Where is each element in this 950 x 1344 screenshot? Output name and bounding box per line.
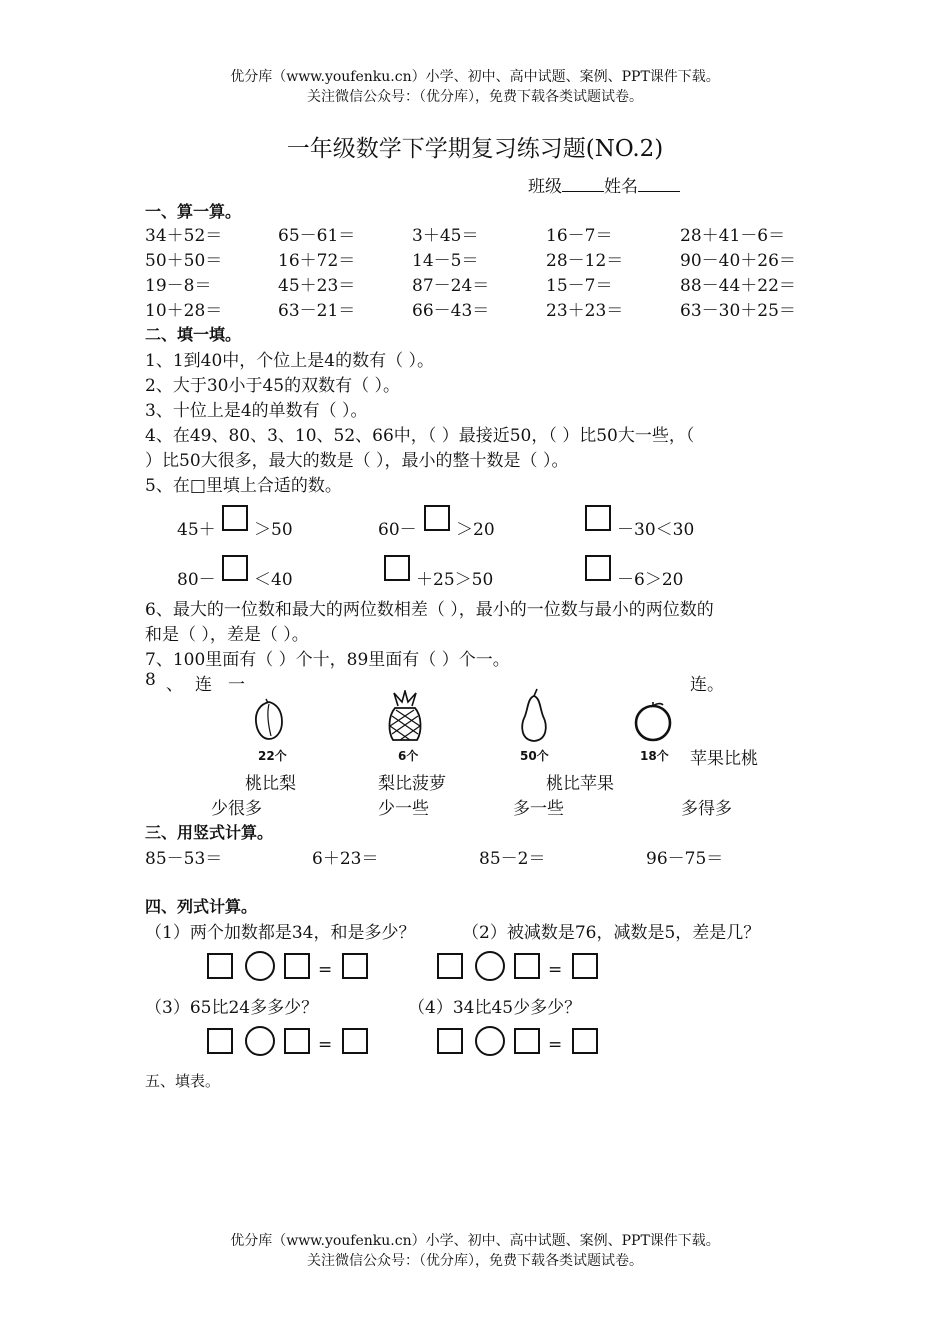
fruit-count: 6个 bbox=[398, 749, 419, 763]
calc-item: 28－12＝ bbox=[546, 251, 624, 271]
compare-bottom: 多得多 bbox=[681, 799, 732, 819]
section3-heading: 三、用竖式计算。 bbox=[145, 823, 274, 842]
name-label: 姓名 bbox=[604, 177, 638, 197]
equals-sign: = bbox=[548, 1035, 563, 1055]
fill-question-2: 2、大于30小于45的双数有（ ）。 bbox=[145, 376, 400, 396]
ineq-suffix: －30＜30 bbox=[617, 520, 695, 540]
equation-box[interactable] bbox=[207, 953, 233, 979]
ineq-suffix: ＞50 bbox=[254, 520, 293, 540]
equals-sign: = bbox=[548, 960, 563, 980]
fill-question-3: 3、十位上是4的单数有（ ）。 bbox=[145, 401, 368, 421]
fill-question-6-line2: 和是（ ），差是（ ）。 bbox=[145, 625, 309, 645]
calc-item: 15－7＝ bbox=[546, 276, 613, 296]
fill-question-7: 7、100里面有（ ）个十，89里面有（ ）个一。 bbox=[145, 650, 510, 670]
compare-bottom: 少很多 bbox=[211, 799, 262, 819]
equation-box[interactable] bbox=[342, 1028, 368, 1054]
calc-item: 63－21＝ bbox=[278, 301, 356, 321]
compare-top: 桃比苹果 bbox=[546, 774, 614, 794]
class-blank[interactable] bbox=[562, 175, 604, 192]
ineq-suffix: －6＞20 bbox=[617, 570, 684, 590]
vertical-calc-item: 96－75＝ bbox=[646, 849, 724, 869]
fill-question-4-line2: ）比50大很多，最大的数是（ ），最小的整十数是（ ）。 bbox=[145, 451, 569, 471]
peach-icon bbox=[252, 698, 286, 742]
operator-circle[interactable] bbox=[475, 951, 505, 981]
compare-top: 苹果比桃 bbox=[690, 749, 758, 769]
calc-item: 3＋45＝ bbox=[412, 226, 479, 246]
calc-item: 87－24＝ bbox=[412, 276, 490, 296]
section2-heading: 二、填一填。 bbox=[145, 325, 242, 344]
apple-icon bbox=[632, 700, 674, 742]
q8-word-2: 一 bbox=[228, 675, 245, 695]
equation-box[interactable] bbox=[437, 1028, 463, 1054]
equation-box[interactable] bbox=[514, 1028, 540, 1054]
fill-question-6-line1: 6、最大的一位数和最大的两位数相差（ ），最小的一位数与最小的两位数的 bbox=[145, 600, 714, 620]
answer-box[interactable] bbox=[384, 555, 410, 581]
calc-item: 45＋23＝ bbox=[278, 276, 356, 296]
section1-heading: 一、算一算。 bbox=[145, 202, 242, 221]
calc-item: 14－5＝ bbox=[412, 251, 479, 271]
q8-number: 8 bbox=[145, 670, 156, 690]
calc-item: 23＋23＝ bbox=[546, 301, 624, 321]
operator-circle[interactable] bbox=[245, 951, 275, 981]
operator-circle[interactable] bbox=[475, 1026, 505, 1056]
answer-box[interactable] bbox=[585, 555, 611, 581]
equals-sign: = bbox=[318, 960, 333, 980]
pear-icon bbox=[515, 688, 553, 744]
fill-question-5: 5、在□里填上合适的数。 bbox=[145, 476, 342, 496]
calc-item: 66－43＝ bbox=[412, 301, 490, 321]
fruit-count: 18个 bbox=[640, 749, 669, 763]
vertical-calc-item: 85－53＝ bbox=[145, 849, 223, 869]
equation-box[interactable] bbox=[514, 953, 540, 979]
word-problem-1: （1）两个加数都是34，和是多少？ bbox=[145, 923, 416, 943]
calc-item: 19－8＝ bbox=[145, 276, 212, 296]
ineq-suffix: ＜40 bbox=[254, 570, 293, 590]
equation-box[interactable] bbox=[342, 953, 368, 979]
equation-box[interactable] bbox=[284, 953, 310, 979]
calc-item: 34＋52＝ bbox=[145, 226, 223, 246]
ineq-prefix: 45＋ bbox=[177, 520, 216, 540]
fruit-count: 22个 bbox=[258, 749, 287, 763]
header-line-2: 关注微信公众号：（优分库），免费下载各类试题试卷。 bbox=[307, 89, 643, 105]
equation-box[interactable] bbox=[284, 1028, 310, 1054]
compare-bottom: 多一些 bbox=[513, 799, 564, 819]
vertical-calc-item: 6＋23＝ bbox=[312, 849, 379, 869]
compare-bottom: 少一些 bbox=[378, 799, 429, 819]
q8-word-1: 连 bbox=[195, 675, 212, 695]
fill-question-1: 1、1到40中，个位上是4的数有（ ）。 bbox=[145, 351, 434, 371]
compare-top: 桃比梨 bbox=[245, 774, 296, 794]
q8-word-3: 连。 bbox=[690, 675, 724, 695]
calc-item: 65－61＝ bbox=[278, 226, 356, 246]
operator-circle[interactable] bbox=[245, 1026, 275, 1056]
calc-item: 28＋41－6＝ bbox=[680, 226, 786, 246]
answer-box[interactable] bbox=[222, 505, 248, 531]
equation-box[interactable] bbox=[572, 1028, 598, 1054]
equation-box[interactable] bbox=[437, 953, 463, 979]
answer-box[interactable] bbox=[222, 555, 248, 581]
page-title: 一年级数学下学期复习练习题(NO.2) bbox=[286, 136, 664, 162]
word-problem-3: （3）65比24多多少？ bbox=[145, 998, 319, 1018]
student-info bbox=[528, 172, 680, 197]
calc-item: 88－44＋22＝ bbox=[680, 276, 796, 296]
word-problem-2: （2）被减数是76，减数是5，差是几？ bbox=[462, 923, 761, 943]
equation-box[interactable] bbox=[572, 953, 598, 979]
answer-box[interactable] bbox=[585, 505, 611, 531]
pineapple-icon bbox=[384, 690, 426, 744]
answer-box[interactable] bbox=[424, 505, 450, 531]
footer-line-2: 关注微信公众号：（优分库），免费下载各类试题试卷。 bbox=[307, 1253, 643, 1269]
class-label: 班级 bbox=[528, 177, 562, 197]
calc-item: 16－7＝ bbox=[546, 226, 613, 246]
fruit-count: 50个 bbox=[520, 749, 549, 763]
calc-item: 10＋28＝ bbox=[145, 301, 223, 321]
ineq-prefix: 80－ bbox=[177, 570, 216, 590]
vertical-calc-item: 85－2＝ bbox=[479, 849, 546, 869]
word-problem-4: （4）34比45少多少？ bbox=[408, 998, 582, 1018]
ineq-suffix: ＋25＞50 bbox=[416, 570, 494, 590]
compare-top: 梨比菠萝 bbox=[378, 774, 446, 794]
ineq-suffix: ＞20 bbox=[456, 520, 495, 540]
name-blank[interactable] bbox=[638, 175, 680, 192]
ineq-prefix: 60－ bbox=[378, 520, 417, 540]
q8-separator: 、 bbox=[166, 675, 183, 695]
calc-item: 90－40＋26＝ bbox=[680, 251, 796, 271]
section4-heading: 四、列式计算。 bbox=[145, 897, 258, 916]
calc-item: 16＋72＝ bbox=[278, 251, 356, 271]
calc-item: 63－30＋25＝ bbox=[680, 301, 796, 321]
footer-line-1: 优分库（www.youfenku.cn）小学、初中、高中试题、案例、PPT课件下载。 bbox=[230, 1233, 720, 1249]
equation-box[interactable] bbox=[207, 1028, 233, 1054]
equals-sign: = bbox=[318, 1035, 333, 1055]
calc-item: 50＋50＝ bbox=[145, 251, 223, 271]
section5-heading: 五、填表。 bbox=[145, 1072, 221, 1090]
fill-question-4-line1: 4、在49、80、3、10、52、66中，（ ）最接近50，（ ）比50大一些，（ bbox=[145, 426, 695, 446]
header-line-1: 优分库（www.youfenku.cn）小学、初中、高中试题、案例、PPT课件下载。 bbox=[230, 69, 720, 85]
